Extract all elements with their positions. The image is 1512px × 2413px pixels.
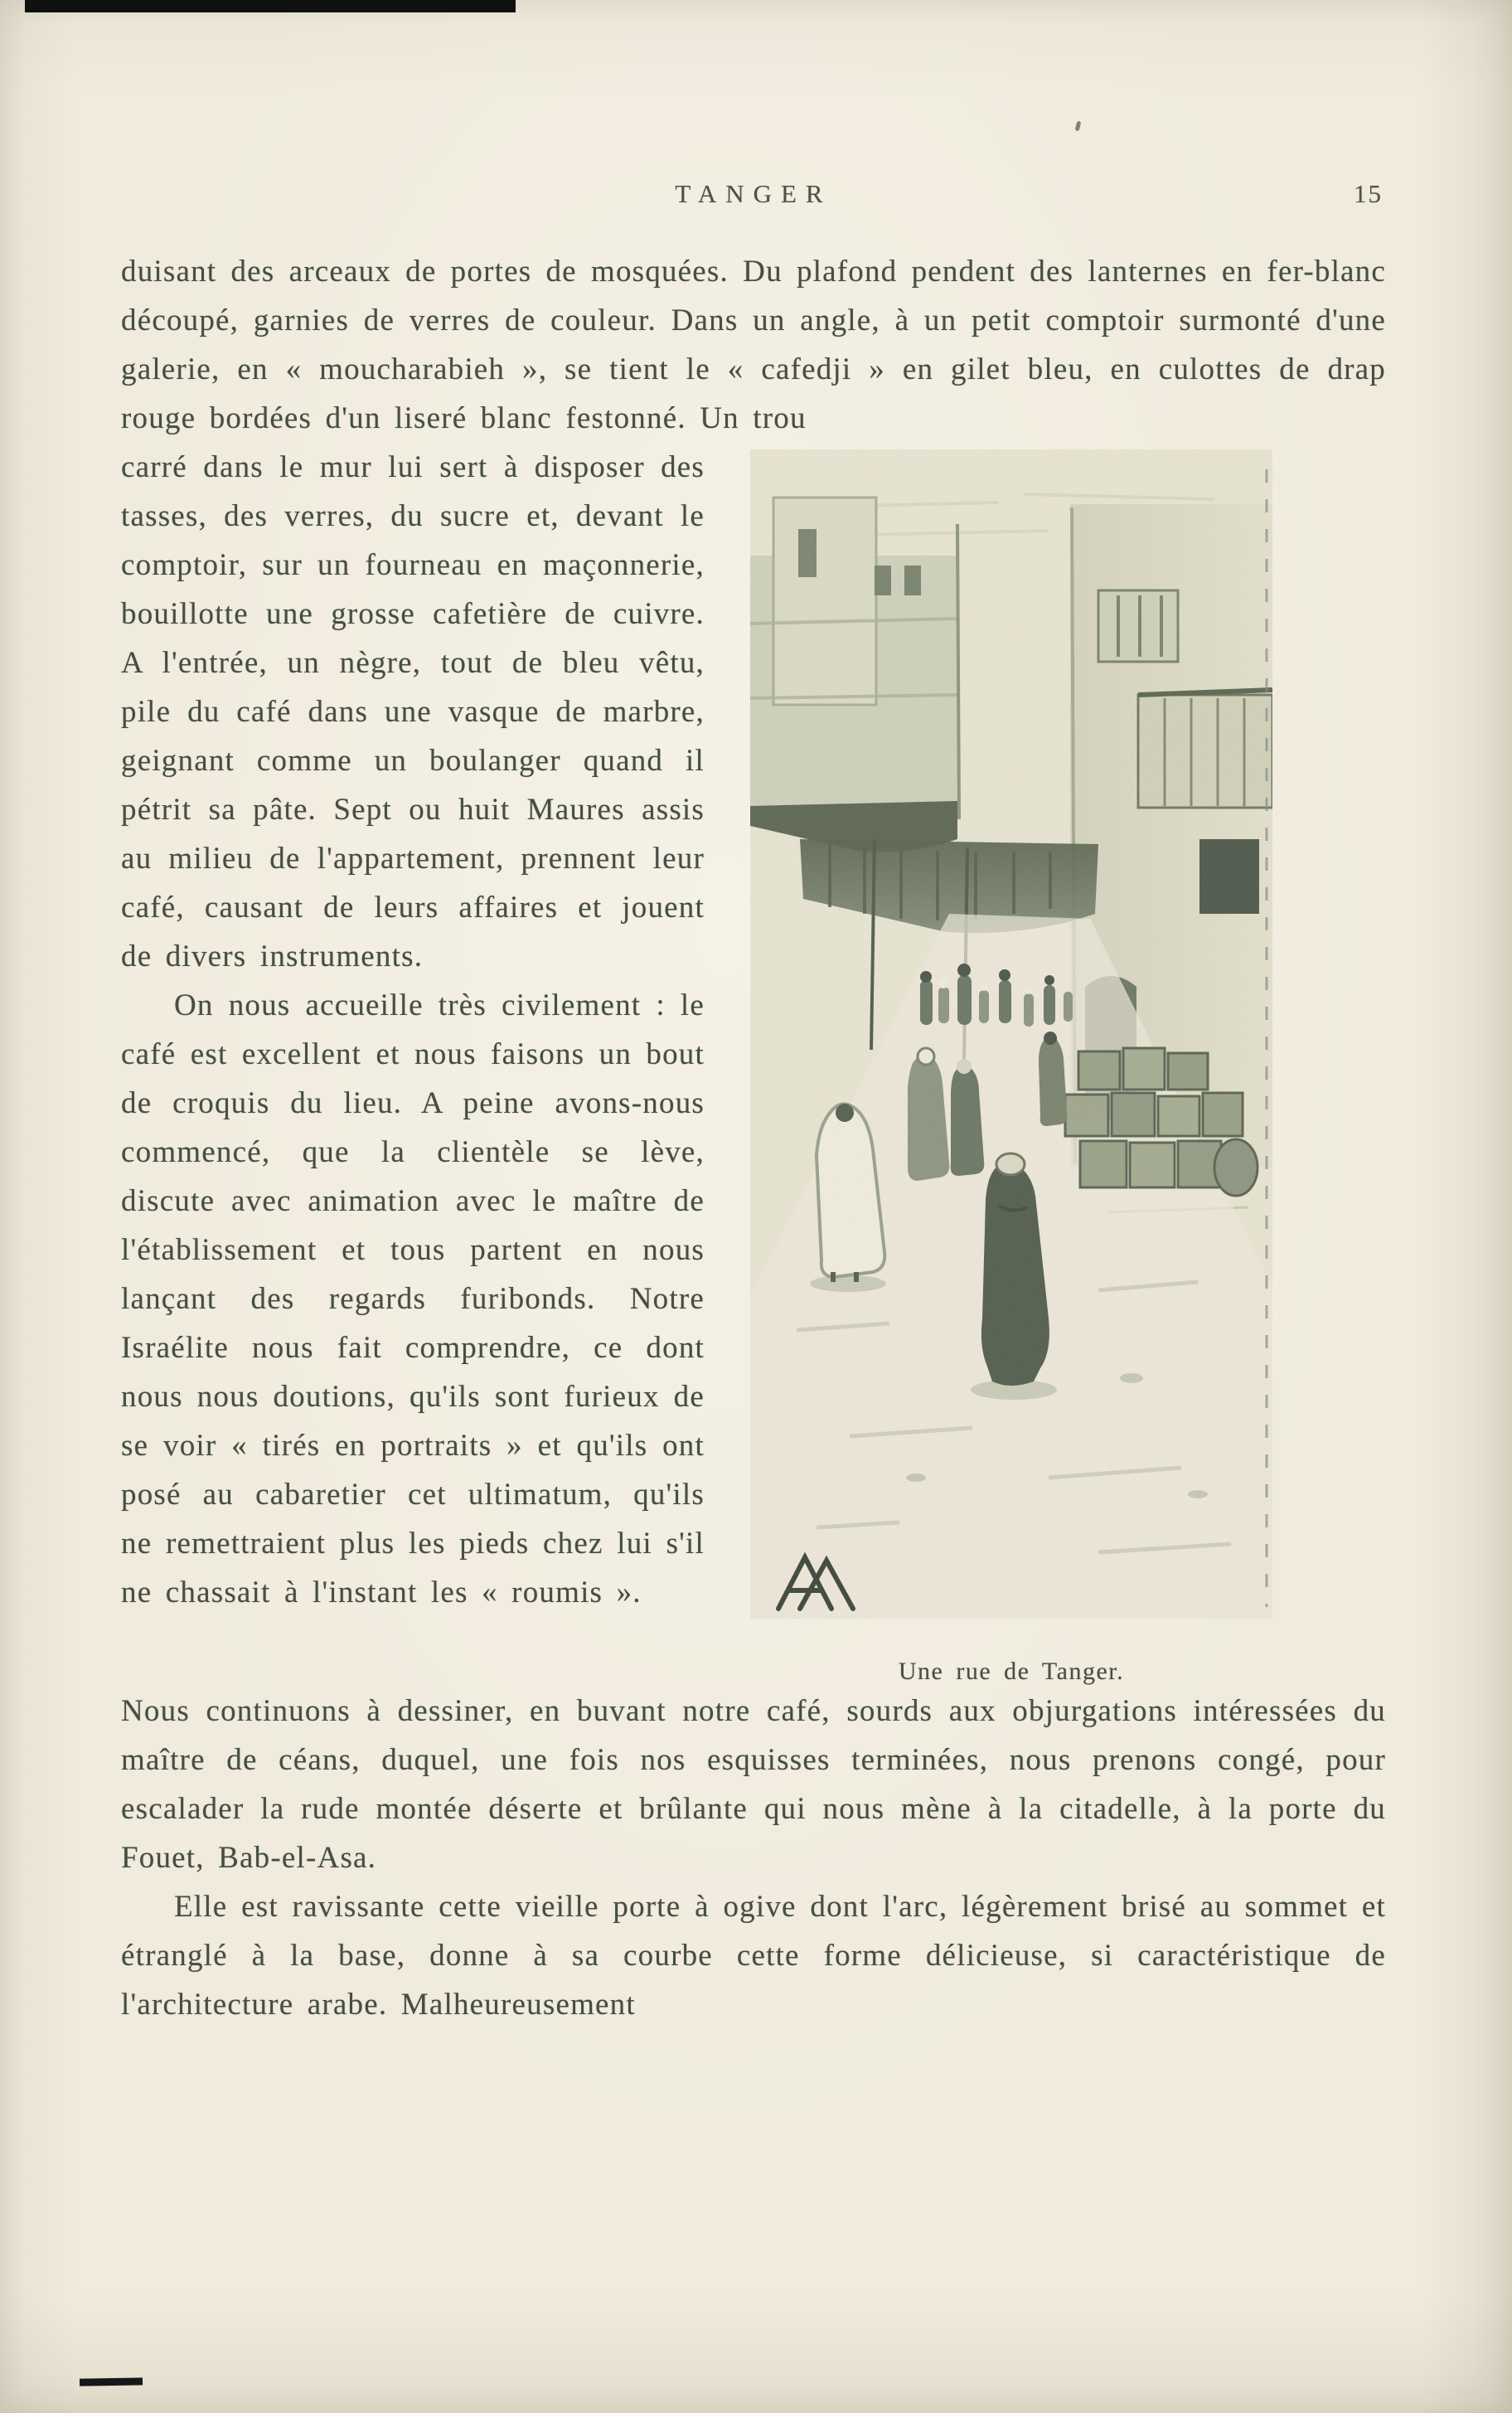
running-head — [121, 179, 1386, 216]
street-illustration-figure — [750, 449, 1500, 1687]
halftone-grain — [750, 449, 1272, 1619]
text-and-illustration-row — [121, 443, 1386, 1687]
paragraph-1-intro: duisant des arceaux de portes de mosquées. Du plafond pendent des lanternes en fer-blanc découpé, garnies de verres de couleur. Dans un angle, à un petit comptoir surmonté d'une galerie, en « moucharabieh », se tient le « cafedji » en gilet bleu, en culottes de drap rouge bordées d'un liseré blanc festonné. Un trou — [121, 255, 1386, 435]
paragraph-1-wrapped: carré dans le mur lui sert à disposer des tasses, des verres, du sucre et, devant le comptoir, sur un fourneau en maçonnerie, bouillotte une grosse cafetière de cuivre. A l'entrée, un nègre, tout de bleu vêtu, pile du café dans une vasque de marbre, geignant comme un boulanger quand il pétrit sa pâte. Sept ou huit Maures assis au milieu de l'appartement, prennent leur café, causant de leurs affaires et jouent de divers instruments. — [121, 450, 705, 973]
paragraph-3: Nous continuons à dessiner, en buvant notre café, sourds aux objurgations intéressées du maître de céans, duquel, une fois nos esquisses terminées, nous prenons congé, pour escalader la rude montée déserte et brûlante qui nous mène à la citadelle, à la porte du Fouet, Bab-el-Asa. — [121, 1694, 1386, 1875]
tangier-street-etching — [750, 449, 1272, 1619]
ink-speck — [1075, 121, 1082, 132]
page-number: 15 — [1354, 179, 1383, 208]
scan-artifact-top-bar — [25, 0, 516, 12]
page-title: TANGER — [675, 179, 832, 208]
paragraph-4: Elle est ravissante cette vieille porte à ogive dont l'arc, légèrement brisé au sommet et étranglé à la base, donne à sa courbe cette forme délicieuse, si caractéristique de l'architecture arabe. Malheureusement — [121, 1890, 1386, 2022]
illustration-caption: Une rue de Tanger. — [898, 1658, 1125, 1685]
left-text-column — [121, 443, 705, 1617]
page-body — [121, 247, 1386, 2029]
scan-artifact-bottom-dash — [80, 2377, 143, 2386]
paragraph-2: On nous accueille très civilement : le café est excellent et nous faisons un bout de croquis du lieu. A peine avons-nous commencé, que la clientèle se lève, discute avec animation avec le maître de l'établissement et tous partent en nous lançant des regards furibonds. Notre Israélite nous fait comprendre, ce dont nous nous doutions, qu'ils sont furieux de se voir « tirés en portraits » et qu'ils ont posé au cabaretier cet ultimatum, qu'ils ne remettraient plus les pieds chez lui s'il ne chassait à l'instant les « roumis ». — [121, 988, 705, 1609]
